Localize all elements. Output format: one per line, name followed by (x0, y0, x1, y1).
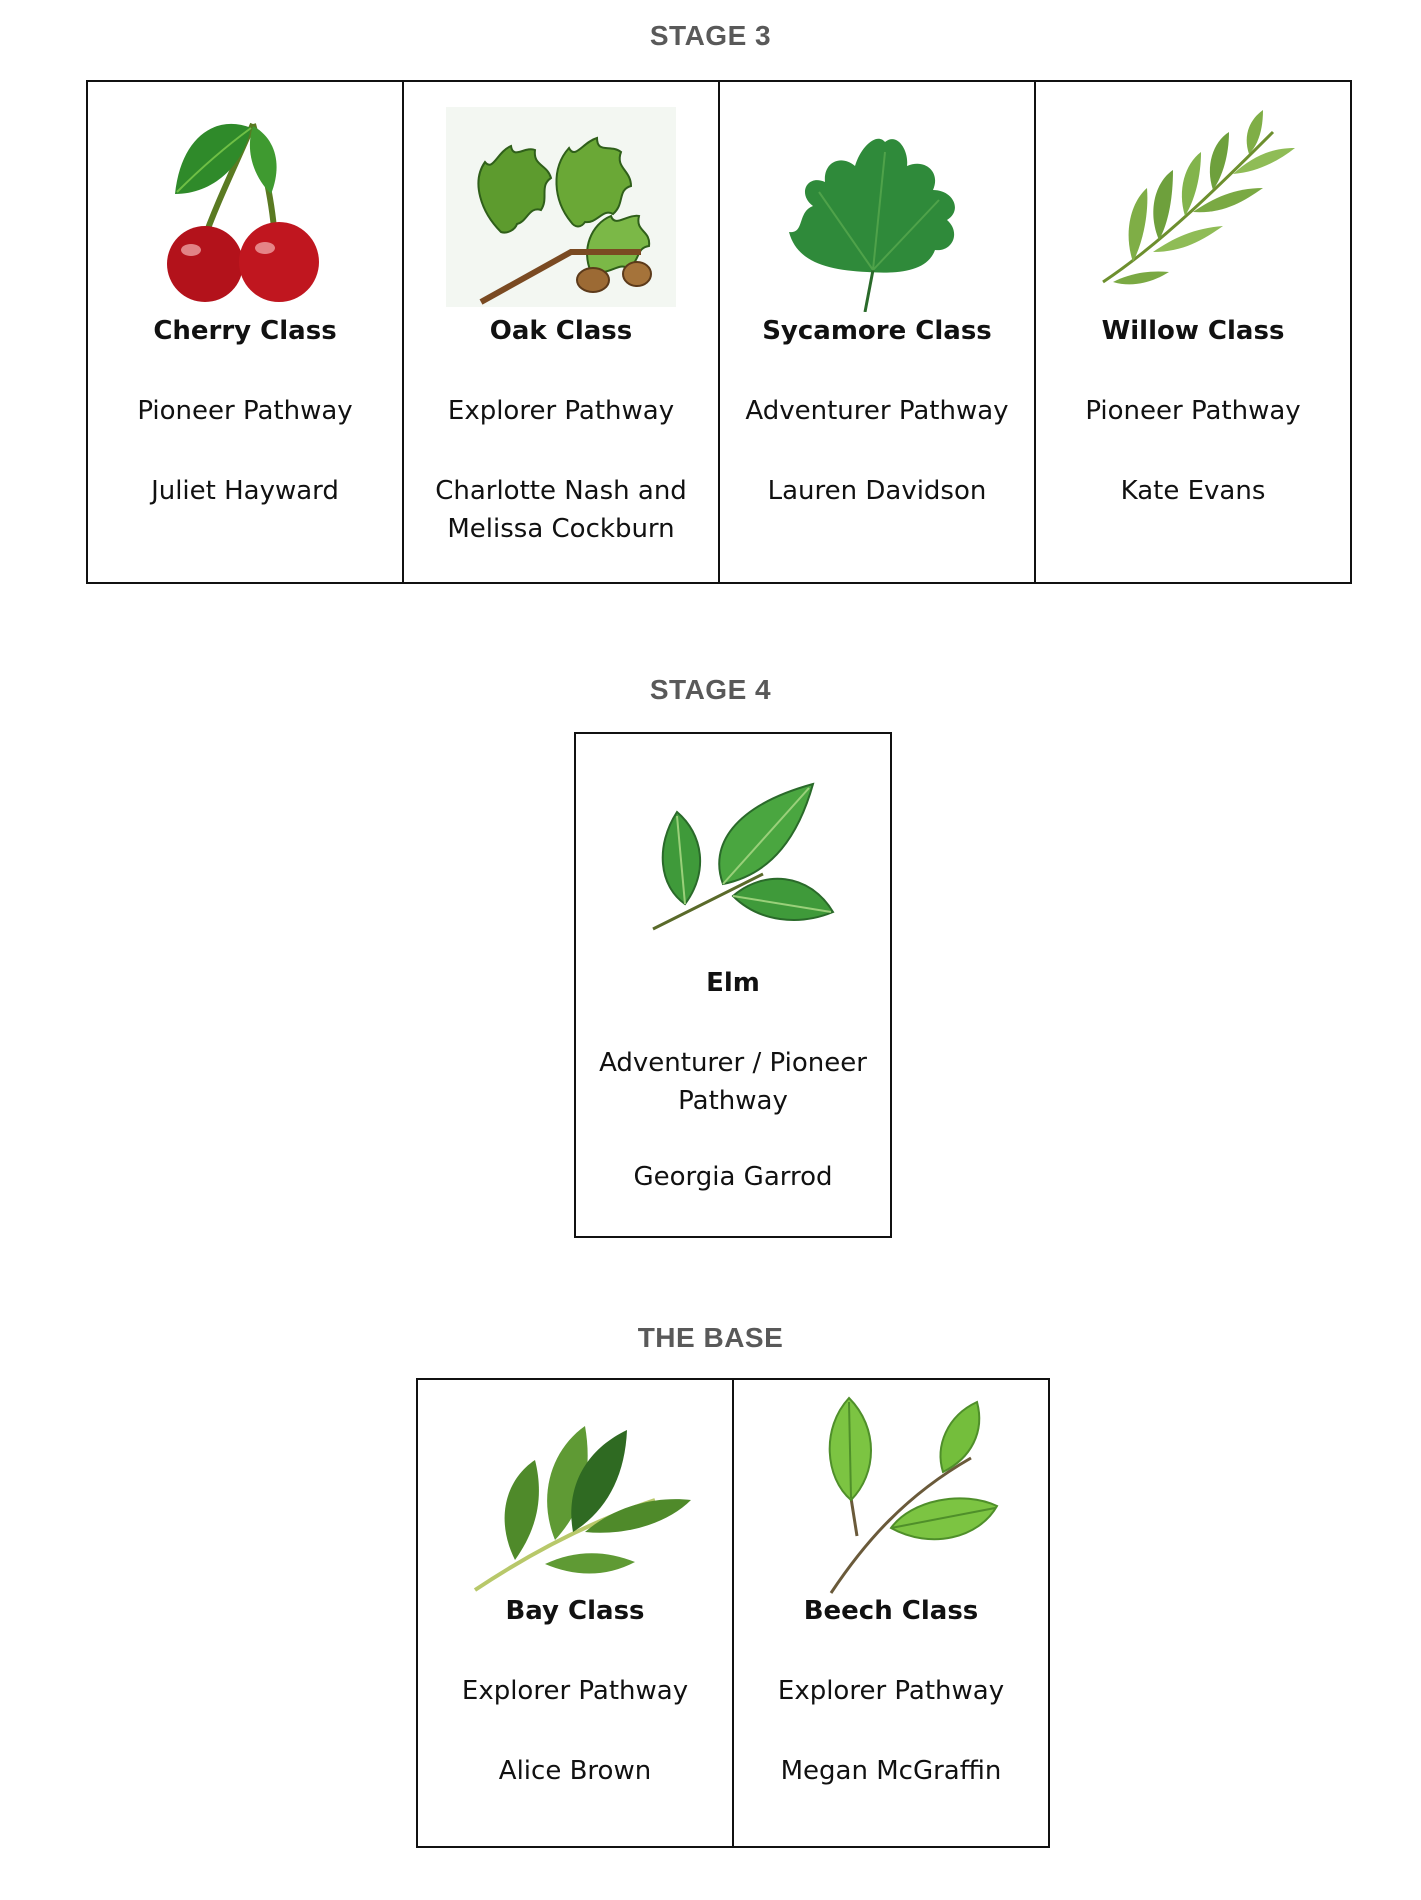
stage-3-title: STAGE 3 (649, 20, 772, 51)
class-pathway: Pioneer Pathway (1085, 396, 1301, 426)
class-card-bay (418, 1380, 734, 1846)
oak-leaf-icon (441, 102, 681, 312)
class-name: Elm (706, 968, 760, 998)
class-teacher: Alice Brown (498, 1756, 652, 1786)
class-pathway: Explorer Pathway (777, 1676, 1005, 1706)
stage-4-title: STAGE 4 (649, 674, 772, 705)
class-pathway: Adventurer Pathway (745, 396, 1009, 426)
class-teacher: Megan McGraffin (780, 1756, 1002, 1786)
class-teacher: Juliet Hayward (151, 476, 339, 506)
bay-leaf-icon (455, 1400, 695, 1610)
class-card-oak (404, 82, 720, 582)
class-card-willow (1036, 82, 1350, 582)
class-card-cherry (88, 82, 404, 582)
class-name: Cherry Class (153, 316, 337, 346)
class-name: Oak Class (489, 316, 633, 346)
stage-3-table (86, 80, 1352, 584)
elm-leaf-icon (613, 754, 853, 964)
class-pathway: Explorer Pathway (461, 1676, 689, 1706)
sycamore-leaf-icon (757, 102, 997, 312)
class-card-elm (576, 734, 890, 1236)
class-teacher: Charlotte Nash and Melissa Cockburn (435, 476, 687, 544)
willow-leaf-icon (1073, 102, 1313, 312)
base-title: THE BASE (637, 1322, 784, 1353)
class-card-beech (734, 1380, 1048, 1846)
class-teacher: Kate Evans (1120, 476, 1266, 506)
base-table (416, 1378, 1050, 1848)
class-pathway: Pioneer Pathway (137, 396, 353, 426)
class-name: Willow Class (1101, 316, 1285, 346)
class-teacher: Georgia Garrod (633, 1162, 833, 1192)
class-pathway: Explorer Pathway (447, 396, 675, 426)
class-pathway: Adventurer / Pioneer Pathway (599, 1048, 867, 1116)
class-name: Bay Class (505, 1596, 645, 1626)
class-name: Sycamore Class (762, 316, 992, 346)
beech-leaf-icon (771, 1388, 1011, 1598)
class-name: Beech Class (803, 1596, 979, 1626)
class-card-sycamore (720, 82, 1036, 582)
class-teacher: Lauren Davidson (767, 476, 987, 506)
stage-4-table (574, 732, 892, 1238)
cherry-icon (125, 102, 365, 312)
